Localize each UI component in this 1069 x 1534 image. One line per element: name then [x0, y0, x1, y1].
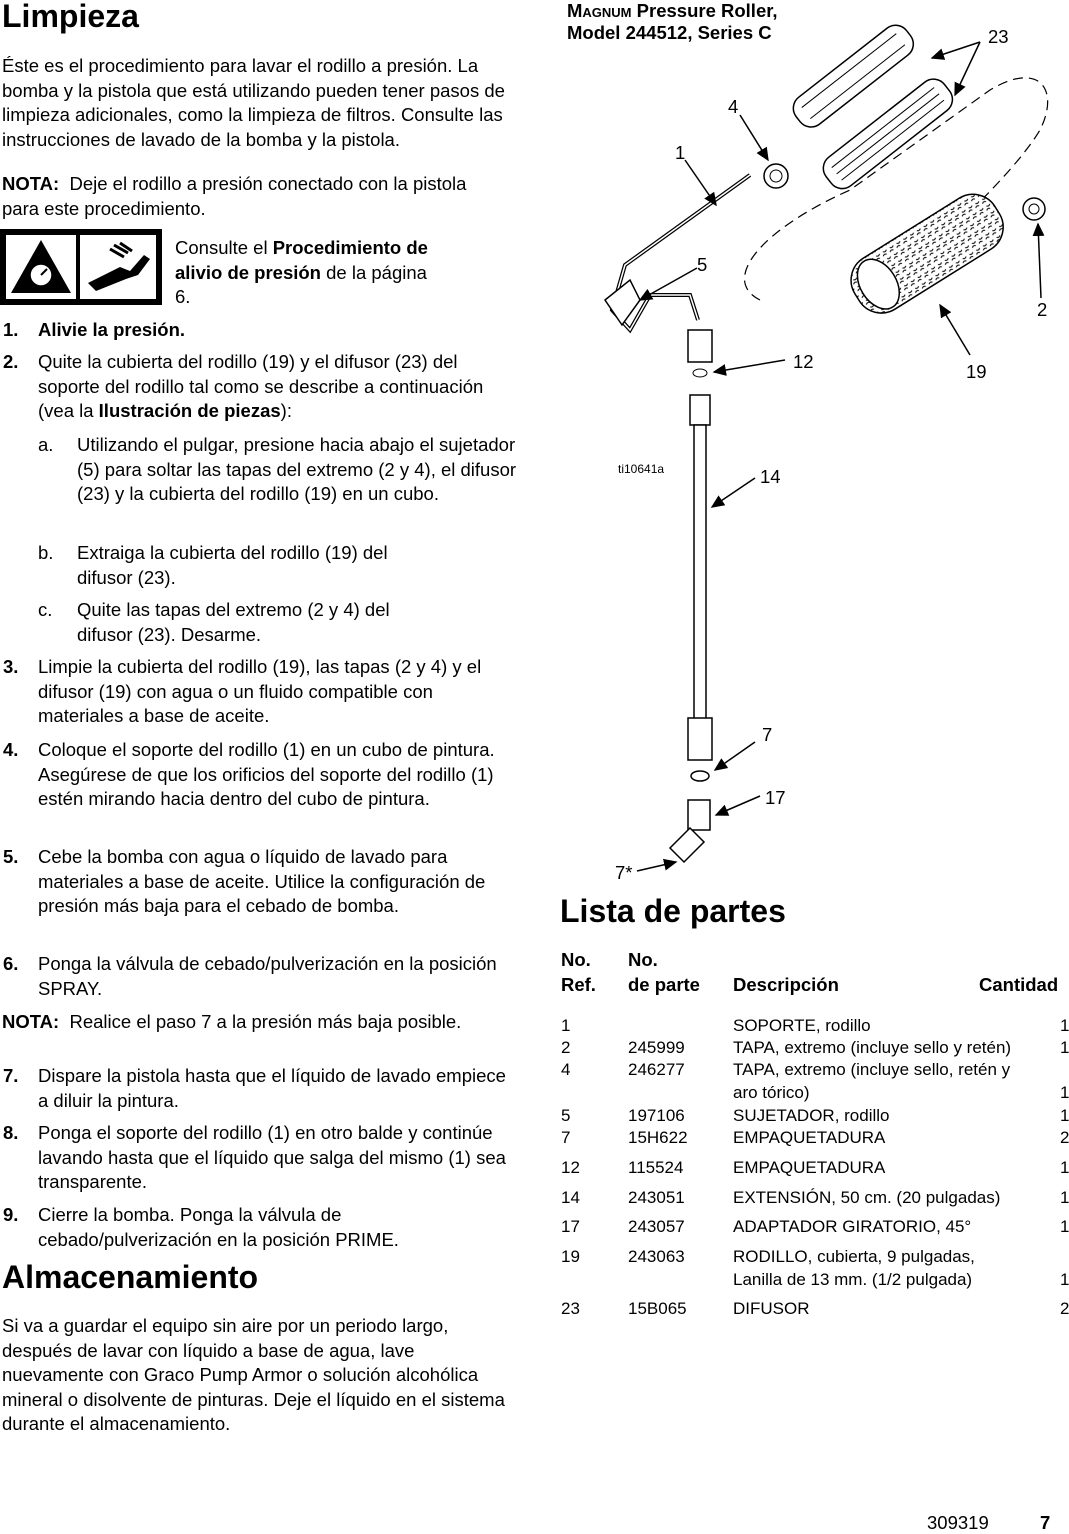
cleaning-title: Limpieza [2, 0, 139, 34]
cleaning-intro: Éste es el procedimiento para lavar el rodillo a presión. La bomba y la pistola que está utilizando pueden tener pasos de limpieza adicionales, como la limpieza de filtros. Consulte las instrucciones de lavado de la bomba y la pistola. [2, 55, 505, 150]
callout-19: 19 [966, 361, 987, 382]
warning-icon-box [0, 229, 162, 305]
table-row [560, 1156, 1069, 1179]
substep-b [38, 541, 516, 591]
cell-qty: 1 [1060, 1217, 1069, 1236]
step-number: 5. [3, 846, 19, 867]
step-7 [0, 1064, 515, 1114]
substep-number: b. [38, 542, 54, 563]
roller-cover [841, 185, 1013, 323]
step-8 [0, 1121, 515, 1196]
step-number: 4. [3, 739, 19, 760]
step-number: 8. [3, 1122, 19, 1143]
step-number: 3. [3, 656, 19, 677]
cell-ref: 2 [561, 1038, 571, 1057]
step-5 [0, 845, 515, 945]
cell-desc-2: Lanilla de 13 mm. (1/2 pulgada) [733, 1270, 973, 1289]
substep-c [38, 598, 516, 648]
end-cap-4 [764, 164, 788, 188]
step-3 [0, 655, 515, 730]
cell-part: 243063 [628, 1247, 685, 1266]
note-2 [2, 1010, 472, 1035]
step-1 [0, 318, 515, 343]
step-text: Quite la cubierta del rodillo (19) y el difusor (23) del soporte del rodillo tal como se describe a continuación (vea la Ilustración de piezas): [38, 351, 484, 421]
note-1-text: Deje el rodillo a presión conectado con la pistola para este procedimiento. [2, 173, 467, 219]
cell-desc: RODILLO, cubierta, 9 pulgadas, [733, 1247, 975, 1266]
substep-number: a. [38, 434, 54, 455]
cell-qty: 1 [1060, 1083, 1069, 1102]
storage-text: Si va a guardar el equipo sin aire por un periodo largo, después de lavar con líquido a base de agua, lave nuevamente con Graco Pump Armor o solución alcohólica mineral o disolvente de pinturas. Deje el líquido en el sistema durante el almacenamiento. [2, 1315, 505, 1434]
cell-ref: 12 [561, 1158, 580, 1177]
diagram-title-line2: Model 244512, Series C [567, 22, 772, 43]
callout-7: 7 [762, 724, 773, 745]
substep-number: c. [38, 599, 53, 620]
note-2-label: NOTA: [2, 1011, 60, 1032]
brand-name: Magnum [567, 0, 632, 21]
step-6 [0, 952, 515, 1002]
cell-part: 115524 [628, 1158, 684, 1177]
step-text: Alivie la presión. [38, 319, 186, 340]
warning-post: de la página 6. [175, 261, 427, 307]
cell-desc: ADAPTADOR GIRATORIO, 45° [733, 1217, 972, 1236]
step-number: 7. [3, 1065, 19, 1086]
step-text: Dispare la pistola hasta que el líquido de lavado empiece a diluir la pintura. [38, 1065, 506, 1111]
exploded-parts-diagram [560, 20, 1069, 890]
step-number: 1. [3, 319, 19, 340]
pressure-warning-icon [2, 231, 160, 303]
cell-desc: EXTENSIÓN, 50 cm. (20 pulgadas) [733, 1188, 1001, 1207]
cell-desc: EMPAQUETADURA [733, 1128, 886, 1147]
callout-2: 2 [1037, 299, 1048, 320]
callout-12: 12 [793, 351, 814, 372]
table-row [560, 1104, 1069, 1127]
cell-qty: 1 [1060, 1038, 1069, 1057]
cell-part: 197106 [628, 1106, 685, 1125]
nut-fitting [688, 330, 712, 362]
cell-desc: SUJETADOR, rodillo [733, 1106, 890, 1125]
cell-qty: 1 [1060, 1270, 1069, 1289]
parts-illustration-link[interactable]: Ilustración de piezas [98, 400, 281, 421]
step-text: Ponga la válvula de cebado/pulverización en la posición SPRAY. [38, 953, 497, 999]
cell-ref: 17 [561, 1217, 580, 1236]
header-quantity: Cantidad [979, 974, 1059, 995]
header-description: Descripción [733, 974, 839, 995]
step-number: 6. [3, 953, 19, 974]
step-2 [0, 350, 515, 425]
cell-desc: TAPA, extremo (incluye sello y retén) [733, 1038, 1012, 1057]
cell-ref: 4 [561, 1060, 571, 1079]
swivel-17 [688, 800, 710, 830]
step-text: Ponga el soporte del rodillo (1) en otro balde y continúe lavando hasta que el líquido que salga del mismo (1) sea transparente. [38, 1122, 506, 1192]
cell-ref: 19 [561, 1247, 580, 1266]
substep-text: Quite las tapas del extremo (2 y 4) del difusor (23). Desarme. [77, 599, 390, 645]
diagram-title-line1: Pressure Roller, [636, 0, 778, 21]
note-1-label: NOTA: [2, 173, 60, 194]
cell-part: 15H622 [628, 1128, 688, 1147]
step-text: Limpie la cubierta del rodillo (19), las tapas (2 y 4) y el difusor (19) con agua o un fluido compatible con materiales a base de aceite. [38, 656, 482, 726]
cell-part: 245999 [628, 1038, 685, 1057]
table-row [560, 1014, 1069, 1037]
cell-desc: DIFUSOR [733, 1299, 810, 1318]
storage-title: Almacenamiento [2, 1259, 259, 1295]
step-text: Cebe la bomba con agua o líquido de lavado para materiales a base de aceite. Utilice la configuración de presión más baja para el cebado de bomba. [38, 846, 486, 916]
extension-14 [694, 425, 706, 720]
table-row [560, 1297, 1069, 1320]
cell-ref: 7 [561, 1128, 571, 1147]
callout-5: 5 [697, 254, 708, 275]
step-text: Coloque el soporte del rodillo (1) en un cubo de pintura. Asegúrese de que los orificios del soporte del rodillo (1) estén mirando hacia dentro del cubo de pintura. [38, 739, 495, 809]
gasket-12 [693, 369, 707, 377]
step-number: 9. [3, 1204, 19, 1225]
cell-desc: TAPA, extremo (incluye sello, retén y [733, 1060, 1011, 1079]
cell-desc: SOPORTE, rodillo [733, 1016, 871, 1035]
parts-title: Lista de partes [560, 893, 786, 929]
header-part: No. de parte [628, 949, 700, 995]
table-row [560, 1245, 1069, 1291]
gasket-7 [691, 771, 709, 781]
pressure-relief-link[interactable]: Procedimiento de alivio de presión [175, 237, 428, 283]
cell-qty: 2 [1060, 1128, 1069, 1147]
note-2-text: Realice el paso 7 a la presión más baja posible. [69, 1011, 462, 1032]
callout-4: 4 [728, 96, 739, 117]
end-cap-2 [1023, 198, 1045, 220]
callout-7-star: 7* [615, 862, 633, 883]
cell-ref: 23 [561, 1299, 580, 1318]
step-4 [0, 738, 515, 838]
cell-part: 246277 [628, 1060, 685, 1079]
page-number: 7 [1040, 1512, 1051, 1533]
cell-qty: 1 [1060, 1158, 1069, 1177]
callout-23: 23 [988, 26, 1009, 47]
doc-number: 309319 [927, 1512, 989, 1533]
substep-a [38, 433, 516, 533]
substep-text: Utilizando el pulgar, presione hacia abajo el sujetador (5) para soltar las tapas del extremo (2 y 4), el difusor (23) y la cubierta del rodillo (19) en un cubo. [77, 434, 517, 504]
cell-ref: 1 [561, 1016, 571, 1035]
cell-part: 243057 [628, 1217, 685, 1236]
cell-qty: 1 [1060, 1016, 1069, 1035]
table-row [560, 1186, 1069, 1209]
callout-1: 1 [675, 142, 686, 163]
cell-qty: 2 [1060, 1299, 1069, 1318]
warning-pre: Consulte el [175, 237, 268, 258]
note-1 [2, 172, 502, 221]
cell-qty: 1 [1060, 1106, 1069, 1125]
cell-qty: 1 [1060, 1188, 1069, 1207]
cell-ref: 14 [561, 1188, 580, 1207]
callout-14: 14 [760, 466, 781, 487]
substep-text: Extraiga la cubierta del rodillo (19) del difusor (23). [77, 542, 388, 588]
table-row [560, 1126, 1069, 1149]
table-row [560, 1215, 1069, 1238]
step-number: 2. [3, 351, 19, 372]
step-text: Cierre la bomba. Ponga la válvula de cebado/pulverización en la posición PRIME. [38, 1204, 399, 1250]
cell-desc-2: aro tórico) [733, 1083, 810, 1102]
cell-ref: 5 [561, 1106, 571, 1125]
header-ref: No. Ref. [561, 949, 596, 995]
step-9 [0, 1203, 515, 1253]
cell-desc: EMPAQUETADURA [733, 1158, 886, 1177]
callout-17: 17 [765, 787, 786, 808]
cell-part: 243051 [628, 1188, 685, 1207]
table-row [560, 1036, 1069, 1059]
cell-part: 15B065 [628, 1299, 687, 1318]
table-row [560, 1058, 1069, 1104]
image-id: ti10641a [618, 462, 665, 476]
warning-text [175, 236, 445, 310]
